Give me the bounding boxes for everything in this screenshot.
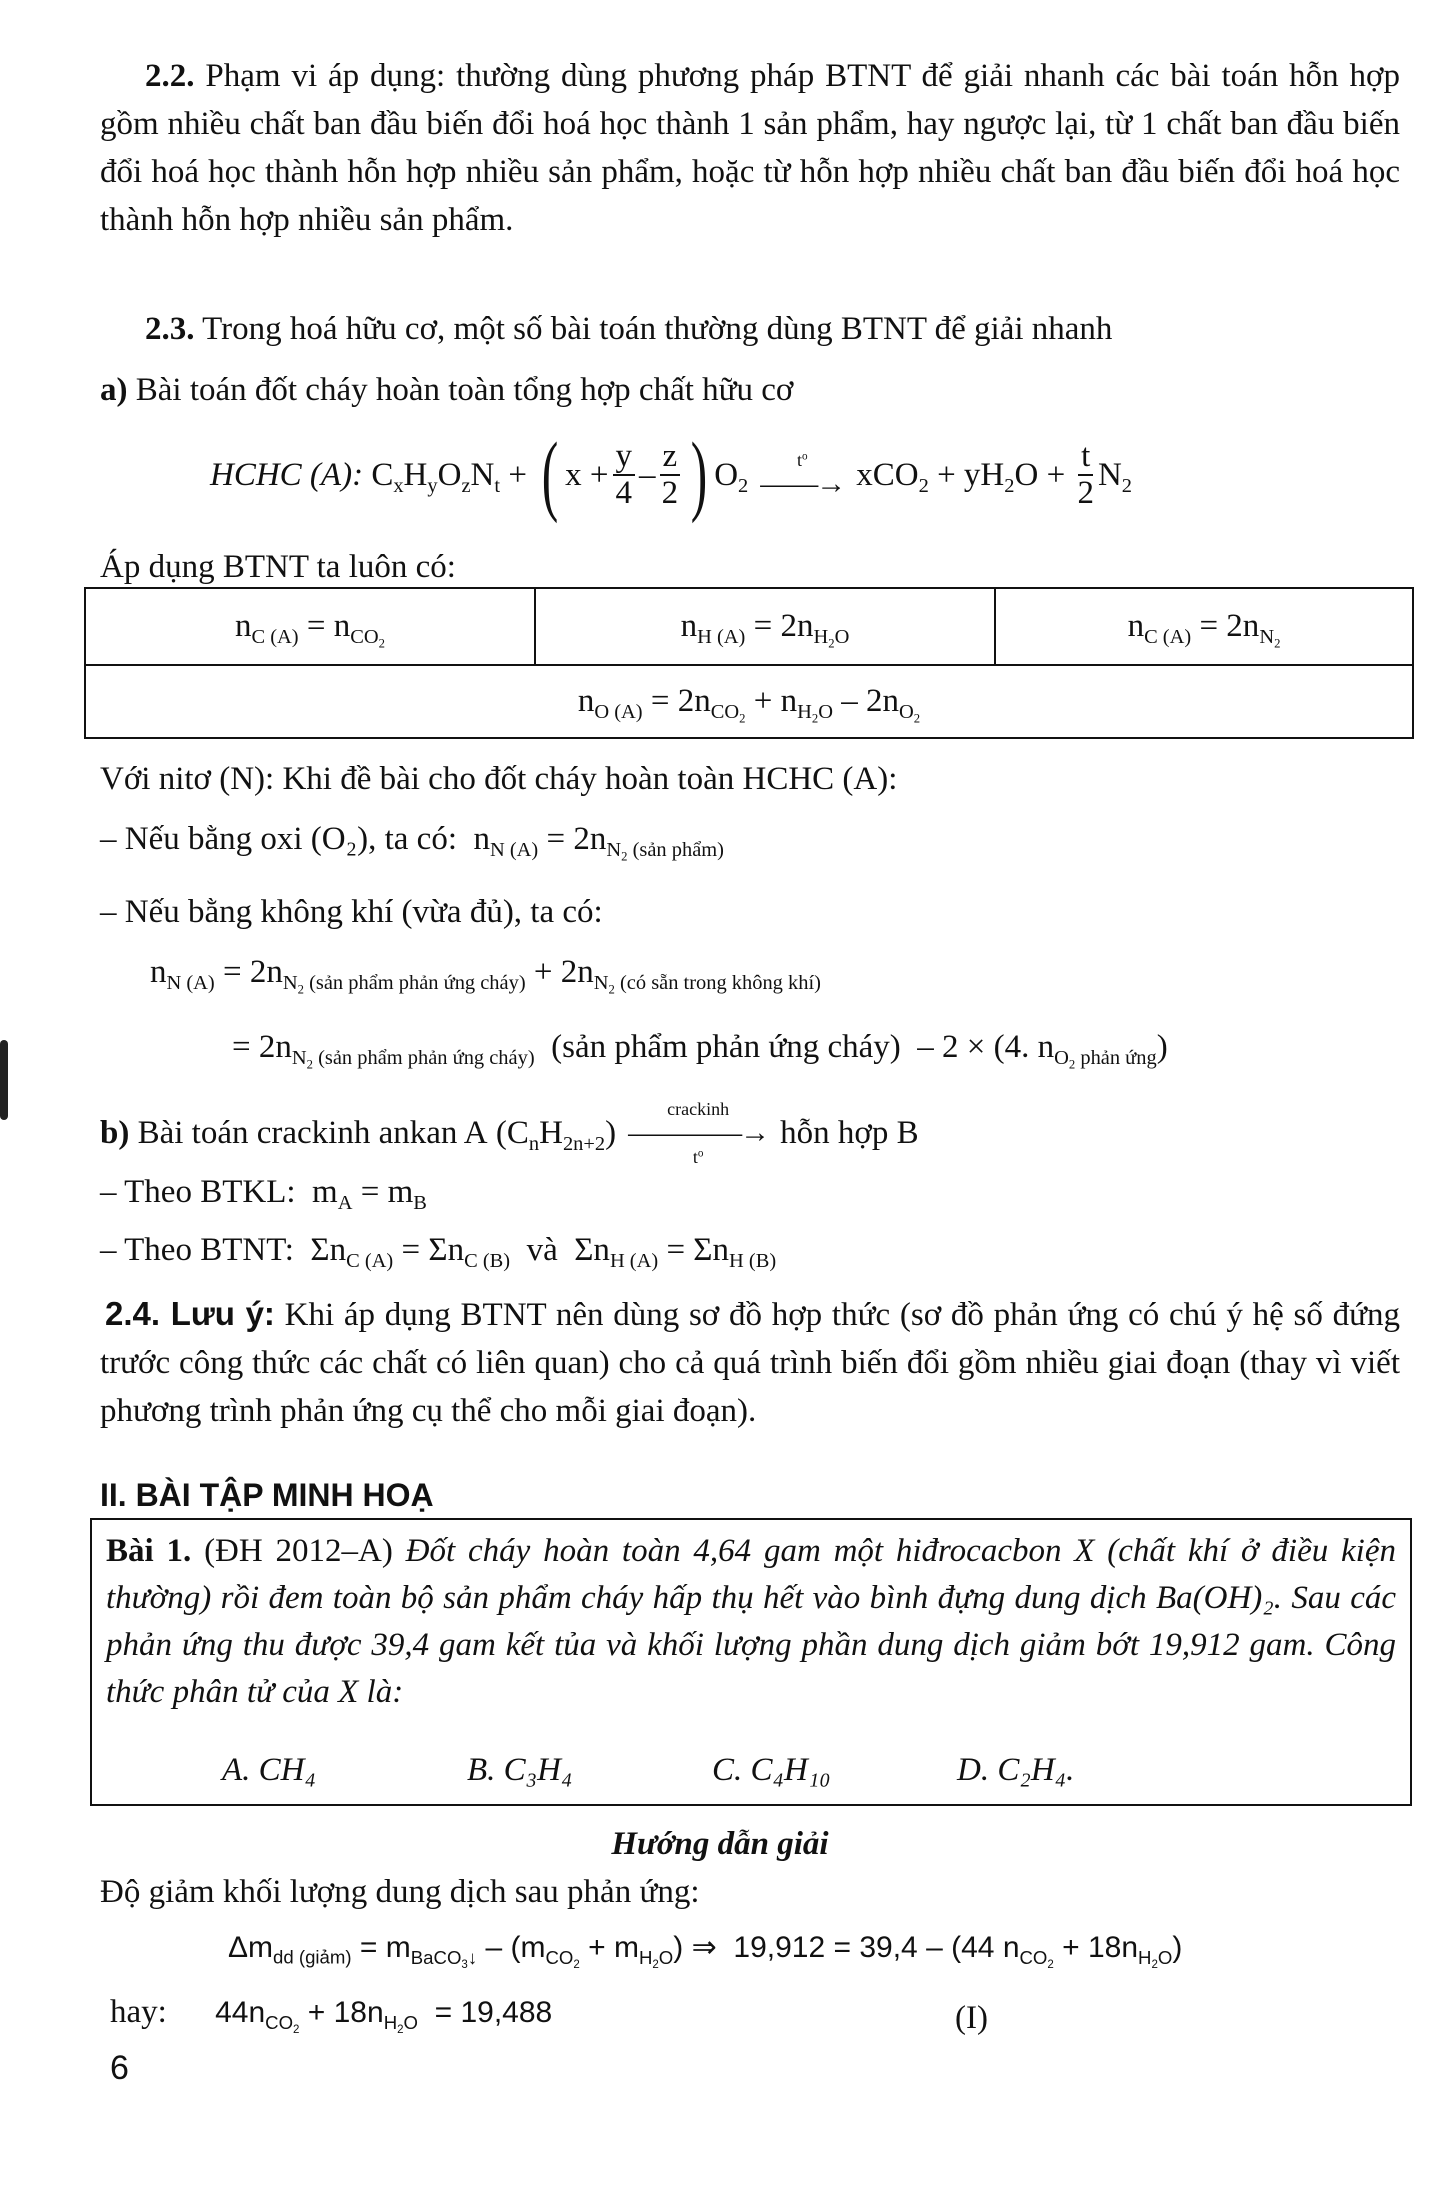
- btnt-table: [84, 587, 1414, 739]
- hay-label: hay:: [110, 1994, 167, 2030]
- exercise-1-text: Đốt cháy hoàn toàn 4,64 gam một hiđrocacbon X (chất khí ở điều kiện thường) rồi đem toàn bộ sản phẩm cháy hấp thụ hết vào bình đựng dung dịch Ba(OH)₂. Sau các phản ứng thu được 39,4 gam kết tủa và khối lượng phần dung dịch giảm bớt 19,912 gam. Công thức phân tử của X là:: [106, 1533, 1397, 1710]
- section-2-4: [100, 1290, 1400, 1435]
- apply-btnt-text: Áp dụng BTNT ta luôn có:: [100, 549, 456, 585]
- crackinh-label: crackinh: [667, 1099, 730, 1119]
- section-2-2-text: Phạm vi áp dụng: thường dùng phương pháp BTNT để giải nhanh các bài toán hỗn hợp gồm nhiều chất ban đầu biến đổi hoá học thành 1 sản phẩm, hay ngược lại, từ 1 chất ban đầu biến đổi hoá học thành hỗn hợp nhiều sản phẩm, hoặc từ hỗn hợp nhiều chất ban đầu biến đổi hoá học thành hỗn hợp nhiều sản phẩm.: [100, 58, 1400, 238]
- air-equation-1: $n_{N (A)} = 2n_{N_2 (sản phẩm phản ứng cháy)} + 2n_{N_2 (có sẵn trong không khí)}$: [150, 954, 821, 997]
- section-2-3-b: b) Bài toán crackinh ankan A $(C_nH_{2n+2})$ crackinh ————→ $t^o$ hỗn hợp B: [100, 1099, 919, 1167]
- btkl-label: – Theo BTKL:: [100, 1174, 296, 1210]
- section-2-2-number: 2.2.: [145, 58, 195, 94]
- section-2-2: [100, 52, 1400, 244]
- section-2-3-a: [100, 368, 1400, 413]
- scan-edge: [0, 1040, 8, 1120]
- table-cell-carbon: $n_{C (A)} = n_{CO_2}$: [235, 608, 385, 651]
- equation-prefix: HCHC (A):: [210, 456, 364, 493]
- section-2-4-text: Khi áp dụng BTNT nên dùng sơ đồ hợp thức (sơ đồ phản ứng có chú ý hệ số đứng trước công thức các chất có liên quan) cho cả quá trình biến đổi gồm nhiều giai đoạn (thay vì viết phương trình phản ứng cụ thể cho mỗi giai đoạn).: [100, 1297, 1401, 1429]
- section-2-3-number: 2.3.: [145, 311, 195, 347]
- dm-label: giảm: [305, 1946, 346, 1968]
- crackinh-arrow: crackinh ————→ $t^o$: [628, 1099, 769, 1167]
- option-c: C. C₄H₁₀: [712, 1752, 831, 1788]
- table-cell-oxygen: $n_{O (A)} = 2n_{CO_2} + n_{H_2O} - 2n_{O_2}$: [577, 683, 921, 726]
- nitrogen-intro: Với nitơ (N): Khi đề bài cho đốt cháy hoàn toàn HCHC (A):: [100, 761, 898, 797]
- option-a: A. CH₄: [222, 1752, 316, 1788]
- equation-1-rhs: 19,912 = 39,4 – (44: [733, 1931, 995, 1964]
- equation-2-rhs: = 19,488: [434, 1996, 553, 2029]
- oxygen-case: – Nếu bằng oxi (O₂), ta có: $n_{N (A)} = 2n_{N_2 (sản phẩm)}$: [100, 821, 724, 864]
- solution-equation-1: $\Delta m_{dd (giảm)} = m_{BaCO_3↓} - (m_{CO_2} + m_{H_2O})$ ⇒ 19,912 = 39,4 – (44 $n_{CO_2} + 18n_{H_2O}$): [228, 1931, 1183, 1971]
- btnt-label: – Theo BTNT:: [100, 1232, 294, 1268]
- equation-tag: (I): [955, 2000, 988, 2036]
- section-a-label: a): [100, 372, 128, 408]
- exercise-1-label: Bài 1.: [106, 1533, 192, 1569]
- section-2-3: [100, 307, 1400, 352]
- solution-intro: Độ giảm khối lượng dung dịch sau phản ứng:: [100, 1874, 700, 1910]
- section-2-4-label: 2.4. Lưu ý:: [105, 1295, 275, 1332]
- product-label: sản phẩm: [639, 839, 718, 862]
- and-word: và: [526, 1232, 558, 1268]
- exercise-1-box: [90, 1518, 1412, 1806]
- air-equation-2: = $2n_{N_2 (sản phẩm phản ứng cháy)}$ (sản phẩm phản ứng cháy) – 2 × (4. $n_{O_2 phản ứng}$): [232, 1029, 1168, 1072]
- section-b-label: b): [100, 1114, 130, 1151]
- combustion-equation: HCHC (A): $C_xH_yO_zN_t$ + ( x + $\frac{y}{4}$ – $\frac{z}{2}$ ) $O_2$ $t^o$ ——→ $xCO_2 + yH_2O$ + $\frac{t}{2}$ $N_2$: [210, 425, 1132, 524]
- solution-title: Hướng dẫn giải: [611, 1826, 829, 1862]
- air-case: – Nếu bằng không khí (vừa đủ), ta có:: [100, 894, 603, 930]
- section-2-3-text: Trong hoá hữu cơ, một số bài toán thường dùng BTNT để giải nhanh: [202, 311, 1113, 347]
- oxygen-case-label: – Nếu bằng oxi (O₂), ta có:: [100, 821, 457, 857]
- product-note-2: sản phẩm phản ứng cháy: [324, 1047, 528, 1070]
- product-paren-text: (sản phẩm phản ứng cháy): [551, 1029, 901, 1065]
- section-b-result: hỗn hợp B: [780, 1114, 919, 1151]
- section-ii-title: II. BÀI TẬP MINH HOẠ: [100, 1477, 434, 1513]
- exercise-1-options: [222, 1748, 1322, 1793]
- page-number: 6: [110, 2049, 129, 2087]
- table-cell-nitrogen: $n_{C (A)} = 2n_{N_2}$: [1127, 608, 1281, 651]
- section-a-text: Bài toán đốt cháy hoàn toàn tổng hợp chất hữu cơ: [135, 372, 794, 408]
- table-cell-hydrogen: $n_{H (A)} = 2n_{H_2O}$: [680, 608, 850, 651]
- reaction-arrow: $t^o$ ——→: [760, 450, 845, 500]
- section-b-text: Bài toán crackinh ankan A: [137, 1114, 488, 1151]
- option-b: B. C₃H₄: [467, 1752, 573, 1788]
- product-note: sản phẩm phản ứng cháy: [315, 972, 519, 995]
- btnt-line: – Theo BTNT: $\Sigma n_{C (A)} = \Sigma n_{C (B)}$ và $\Sigma n_{H (A)} = \Sigma n_{H (B)}$: [100, 1232, 777, 1273]
- btkl-line: – Theo BTKL: $m_A = m_B$: [100, 1174, 427, 1215]
- solution-equation-2: hay: $44n_{CO_2} + 18n_{H_2O} = 19,488$: [110, 1994, 553, 2036]
- exercise-1-text-block: [106, 1528, 1396, 1715]
- air-note: có sẵn trong không khí: [626, 972, 815, 995]
- exercise-1-source: (ĐH 2012–A): [204, 1533, 393, 1569]
- reaction-note: phản ứng: [1080, 1047, 1157, 1070]
- option-d: D. C₂H₄.: [957, 1752, 1075, 1788]
